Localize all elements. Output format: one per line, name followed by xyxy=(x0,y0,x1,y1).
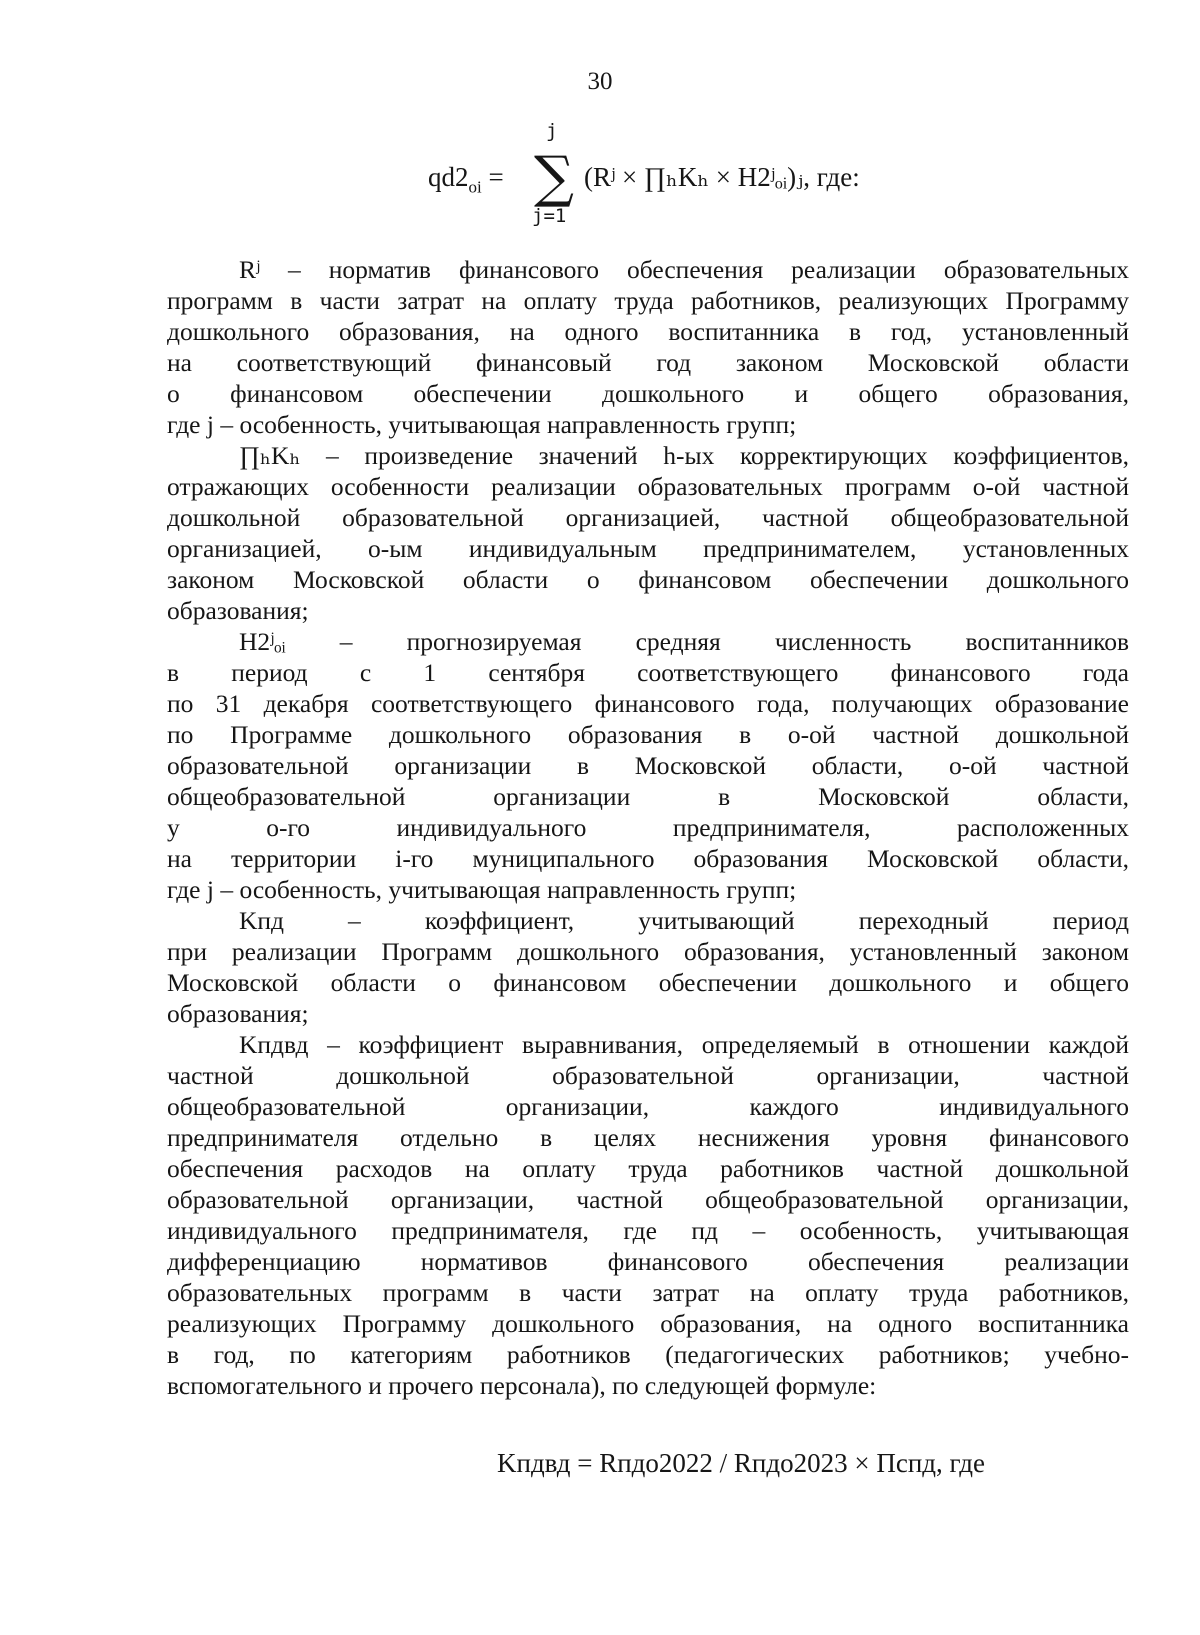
text-line: Rʲ – норматив финансового обеспечения реализации образовательных xyxy=(239,255,1129,284)
formula-rhs: (Rʲ × ∏ₕKₕ × H2ʲₒᵢ)ⱼ, где: xyxy=(584,162,860,192)
text-line: образования; xyxy=(167,999,309,1028)
text-line: по Программе дошкольного образования в o-ой частной дошкольной xyxy=(167,720,1129,749)
page-number: 30 xyxy=(587,68,613,95)
text-line: образования; xyxy=(167,596,309,625)
text-line: частной дошкольной образовательной организации, частной xyxy=(167,1061,1129,1090)
text-line: реализующих Программу дошкольного образования, на одного воспитанника xyxy=(167,1309,1129,1338)
text-line: программ в части затрат на оплату труда работников, реализующих Программу xyxy=(167,286,1129,315)
text-line: обеспечения расходов на оплату труда работников частной дошкольной xyxy=(167,1154,1129,1183)
text-line: вспомогательного и прочего персонала), по следующей формуле: xyxy=(167,1371,877,1400)
document-body xyxy=(167,254,1129,1401)
text-line: образовательной организации, частной общеобразовательной организации, xyxy=(167,1185,1129,1214)
text-line: индивидуального предпринимателя, где пд – особенность, учитывающая xyxy=(167,1216,1129,1245)
formula-alignment-coefficient: Kпдвд = Rпдo2022 / Rпдo2023 × Пcпд, где xyxy=(497,1448,985,1478)
sum-lower-limit: j=1 xyxy=(532,205,567,227)
text-line: по 31 декабря соответствующего финансового года, получающих образование xyxy=(167,689,1129,718)
text-line: H2ʲₒᵢ – прогнозируемая средняя численность воспитанников xyxy=(239,627,1129,656)
formula-lhs: $qd2_{oi}$ = xyxy=(428,162,504,197)
text-line: при реализации Программ дошкольного образования, установленный законом xyxy=(167,937,1129,966)
text-line: законом Московской области о финансовом обеспечении дошкольного xyxy=(167,565,1129,594)
text-line: на соответствующий финансовый год законом Московской области xyxy=(167,348,1129,377)
text-line: образовательной организации в Московской области, o-ой частной xyxy=(167,751,1129,780)
text-line: о финансовом обеспечении дошкольного и общего образования, xyxy=(167,379,1129,408)
text-line: дошкольного образования, на одного воспитанника в год, установленный xyxy=(167,317,1129,346)
text-line: в год, по категориям работников (педагогических работников; учебно- xyxy=(167,1340,1129,1369)
text-line: где j – особенность, учитывающая направленность групп; xyxy=(167,875,797,904)
text-line: в период с 1 сентября соответствующего финансового года xyxy=(167,658,1129,687)
text-line: дифференциацию нормативов финансового обеспечения реализации xyxy=(167,1247,1129,1276)
text-line: общеобразовательной организации, каждого индивидуального xyxy=(167,1092,1129,1121)
text-line: дошкольной образовательной организацией, частной общеобразовательной xyxy=(167,503,1129,532)
text-line: образовательных программ в части затрат на оплату труда работников, xyxy=(167,1278,1129,1307)
text-line: Kпд – коэффициент, учитывающий переходный период xyxy=(239,906,1129,935)
sum-sign-icon: ∑ xyxy=(534,145,574,210)
text-line: предпринимателя отдельно в целях неснижения уровня финансового xyxy=(167,1123,1129,1152)
text-line: Kпдвд – коэффициент выравнивания, определяемый в отношении каждой xyxy=(239,1030,1129,1059)
text-line: у o-го индивидуального предпринимателя, расположенных xyxy=(167,813,1129,842)
text-line: Московской области о финансовом обеспечении дошкольного и общего xyxy=(167,968,1129,997)
text-line: на территории i-го муниципального образования Московской области, xyxy=(167,844,1129,873)
text-line: где j – особенность, учитывающая направленность групп; xyxy=(167,410,797,439)
text-line: общеобразовательной организации в Московской области, xyxy=(167,782,1129,811)
text-line: отражающих особенности реализации образовательных программ o-ой частной xyxy=(167,472,1129,501)
text-line: ∏ₕKₕ – произведение значений h-ых корректирующих коэффициентов, xyxy=(239,441,1129,470)
text-line: организацией, o-ым индивидуальным предпринимателем, установленных xyxy=(167,534,1129,563)
sum-upper-limit: j xyxy=(546,120,558,142)
